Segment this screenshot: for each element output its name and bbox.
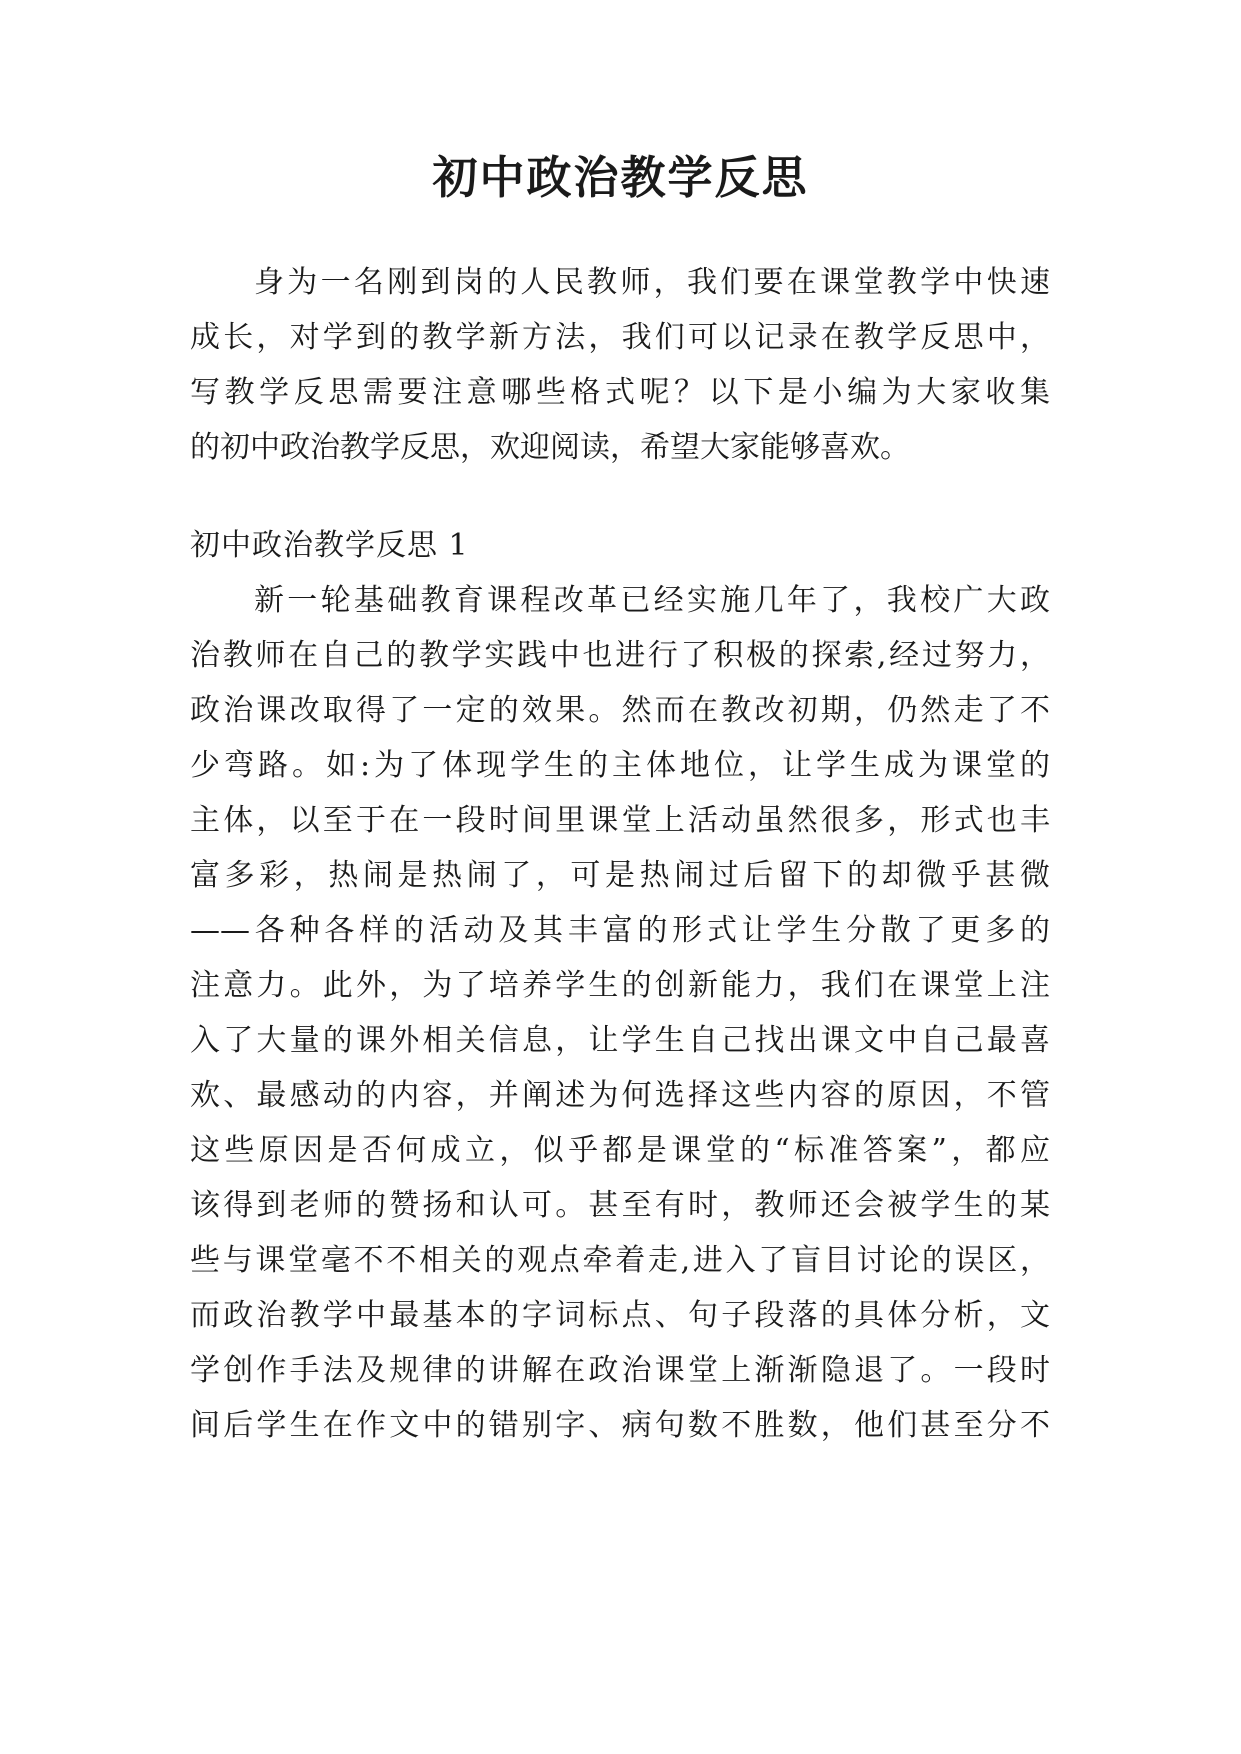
document-title: 初中政治教学反思 <box>432 151 809 204</box>
intro-line: 成长，对学到的教学新方法，我们可以记录在教学反思中， <box>190 320 1050 355</box>
intro-line: 写教学反思需要注意哪些格式呢？以下是小编为大家收集 <box>190 375 1050 410</box>
body-line: 入了大量的课外相关信息，让学生自己找出课文中自己最喜 <box>190 1023 1050 1058</box>
body-line: 些与课堂毫不不相关的观点牵着走,进入了盲目讨论的误区， <box>190 1243 1050 1278</box>
body-line: 富多彩，热闹是热闹了，可是热闹过后留下的却微乎甚微 <box>190 858 1050 893</box>
body-line: 而政治教学中最基本的字词标点、句子段落的具体分析，文 <box>190 1298 1050 1333</box>
body-line: 注意力。此外，为了培养学生的创新能力，我们在课堂上注 <box>190 968 1050 1003</box>
body-line: 治教师在自己的教学实践中也进行了积极的探索,经过努力， <box>190 638 1050 673</box>
body-line: 政治课改取得了一定的效果。然而在教改初期，仍然走了不 <box>190 693 1050 728</box>
intro-line: 的初中政治教学反思，欢迎阅读，希望大家能够喜欢。 <box>190 430 910 465</box>
section-heading: 初中政治教学反思 1 <box>190 528 469 563</box>
body-line: 主体，以至于在一段时间里课堂上活动虽然很多，形式也丰 <box>190 803 1050 838</box>
body-line: 间后学生在作文中的错别字、病句数不胜数，他们甚至分不 <box>190 1408 1050 1443</box>
intro-line: 身为一名刚到岗的人民教师，我们要在课堂教学中快速 <box>254 265 1050 300</box>
body-line: 新一轮基础教育课程改革已经实施几年了，我校广大政 <box>254 583 1050 618</box>
body-line: ——各种各样的活动及其丰富的形式让学生分散了更多的 <box>190 913 1050 948</box>
body-line: 欢、最感动的内容，并阐述为何选择这些内容的原因，不管 <box>190 1078 1050 1113</box>
body-line: 少弯路。如:为了体现学生的主体地位，让学生成为课堂的 <box>190 748 1050 783</box>
body-line: 学创作手法及规律的讲解在政治课堂上渐渐隐退了。一段时 <box>190 1353 1050 1388</box>
body-line: 该得到老师的赞扬和认可。甚至有时，教师还会被学生的某 <box>190 1188 1050 1223</box>
body-line: 这些原因是否何成立，似乎都是课堂的“标准答案”，都应 <box>190 1133 1050 1168</box>
